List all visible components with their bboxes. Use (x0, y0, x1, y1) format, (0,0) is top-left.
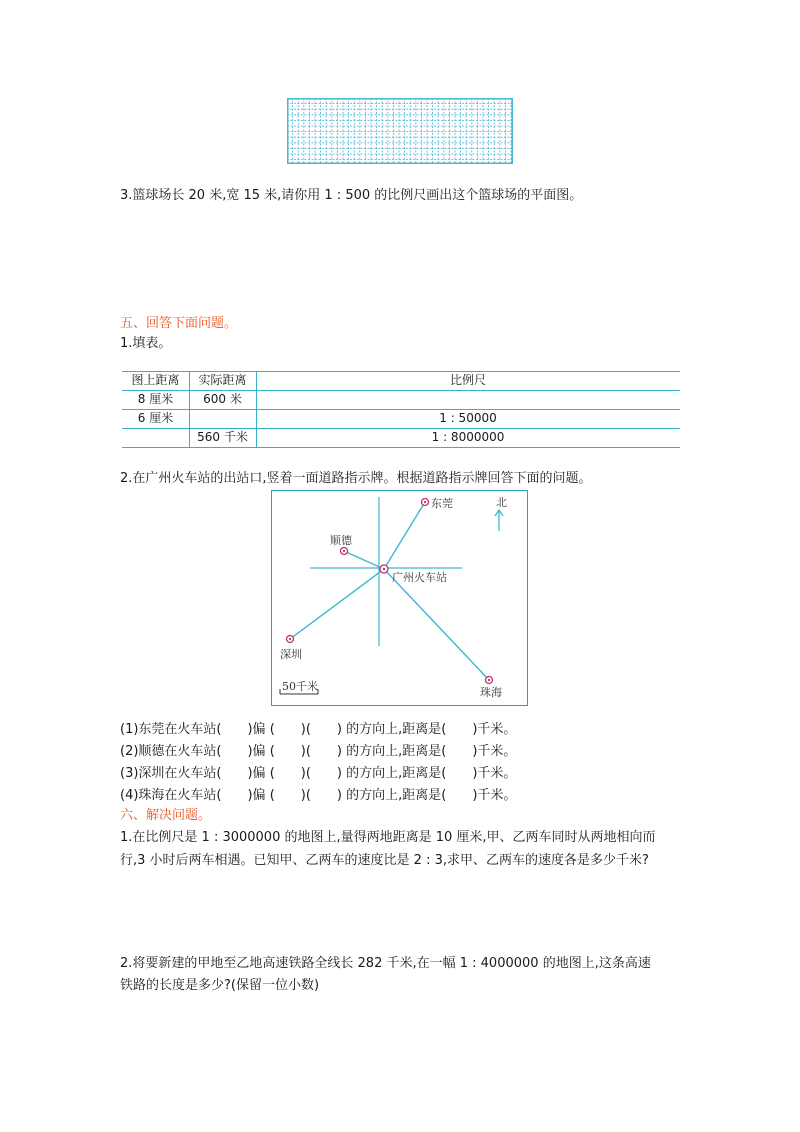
route-zhuhai (384, 569, 489, 680)
table-row (122, 390, 680, 409)
marker-shenzhen (287, 636, 294, 643)
north-arrow-icon (495, 510, 503, 531)
table-cell: 1 : 50000 (439, 411, 497, 425)
fill-question-2: (2)顺德在火车站( )偏 ( )( ) 的方向上,距离是( )千米。 (120, 744, 517, 759)
marker-station (380, 565, 388, 573)
grid-paper (287, 98, 513, 164)
table-rule (122, 447, 680, 448)
table-cell (122, 428, 189, 447)
table-cell (189, 409, 256, 428)
map-drawing (272, 491, 526, 704)
marker-shunde (341, 548, 348, 555)
question-2-text: 2.在广州火车站的出站口,竖着一面道路指示牌。根据道路指示牌回答下面的问题。 (120, 471, 592, 486)
road-sign-map (271, 490, 528, 706)
table-row (122, 428, 680, 447)
route-shunde (344, 551, 384, 569)
table-header-cell: 比例尺 (449, 373, 486, 387)
fill-question-1: (1)东莞在火车站( )偏 ( )( ) 的方向上,距离是( )千米。 (120, 722, 517, 737)
s6-question-2-line-2: 铁路的长度是多少?(保留一位小数) (120, 978, 320, 993)
s6-question-2-line-1: 2.将要新建的甲地至乙地高速铁路全线长 282 千米,在一幅 1 : 4000000 的地图上,这条高速 (120, 956, 651, 971)
label-shunde: 顺德 (330, 534, 352, 547)
route-dongguan (384, 502, 425, 569)
s6-question-1-line-1: 1.在比例尺是 1 : 3000000 的地图上,量得两地距离是 10 厘米,甲、乙两车同时从两地相向而 (120, 830, 656, 845)
table-header-cell: 实际距离 (198, 373, 247, 387)
fill-question-4: (4)珠海在火车站( )偏 ( )( ) 的方向上,距离是( )千米。 (120, 788, 517, 803)
grid-paper-drawing (287, 98, 513, 164)
table-cell: 560 千米 (197, 430, 248, 444)
table-cell (256, 390, 680, 409)
grid-border (288, 99, 513, 164)
s6-question-1-line-2: 行,3 小时后两车相遇。已知甲、乙两车的速度比是 2 : 3,求甲、乙两车的速度各是多少千米? (120, 853, 649, 868)
question-3-text: 3.篮球场长 20 米,宽 15 米,请你用 1 : 500 的比例尺画出这个篮球场的平面图。 (120, 188, 583, 203)
table-header-cell: 图上距离 (131, 373, 180, 387)
section-5-title: 五、回答下面问题。 (120, 316, 238, 331)
label-north: 北 (496, 496, 507, 509)
table-cell: 600 米 (203, 392, 242, 406)
label-shenzhen: 深圳 (280, 648, 302, 661)
table-cell: 1 : 8000000 (431, 430, 505, 444)
label-station: 广州火车站 (392, 571, 447, 584)
scale-label: 50千米 (282, 680, 318, 693)
label-zhuhai: 珠海 (480, 686, 502, 699)
label-dongguan: 东莞 (431, 497, 453, 510)
table-header-row (122, 371, 680, 390)
scale-table (122, 371, 680, 449)
marker-zhuhai (486, 677, 493, 684)
section-6-title: 六、解决问题。 (120, 808, 212, 823)
fill-question-3: (3)深圳在火车站( )偏 ( )( ) 的方向上,距离是( )千米。 (120, 766, 517, 781)
table-cell: 6 厘米 (137, 411, 174, 425)
route-shenzhen (290, 569, 384, 639)
table-row (122, 409, 680, 428)
question-1-title: 1.填表。 (120, 336, 172, 351)
table-cell: 8 厘米 (137, 392, 174, 406)
marker-dongguan (422, 499, 429, 506)
